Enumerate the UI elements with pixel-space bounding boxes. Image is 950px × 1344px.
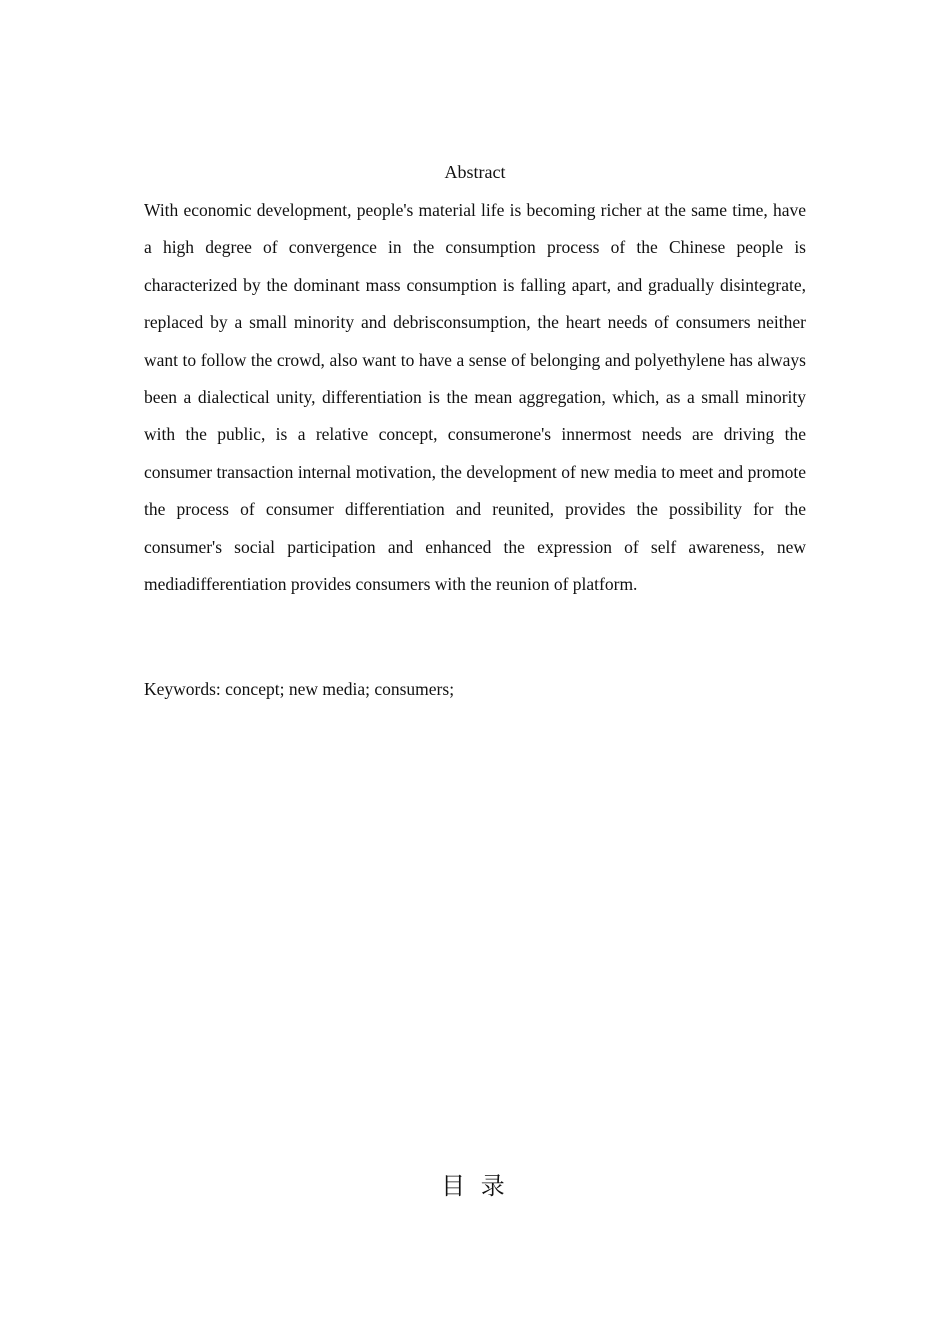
abstract-body: With economic development, people's material life is becoming richer at the same time, have a high degree of convergence in the consumption process of the Chinese people is characterized by the dominant mass consumption is falling apart, and gradually disintegrate, replaced by a small minority and debrisconsumption, the heart needs of consumers neither want to follow the crowd, also want to have a sense of belonging and polyethylene has always been a dialectical unity, differentiation is the mean aggregation, which, as a small minority with the public, is a relative concept, consumerone's innermost needs are driving the consumer transaction internal motivation, the development of new media to meet and promote the process of consumer differentiation and reunited, provides the possibility for the consumer's social participation and enhanced the expression of self awareness, new mediadifferentiation provides consumers with the reunion of platform.	[144, 200, 806, 595]
keywords-line: Keywords: concept; new media; consumers;	[144, 679, 455, 699]
table-of-contents-heading: 目 录	[441, 1172, 509, 1200]
abstract-heading: Abstract	[444, 162, 506, 182]
